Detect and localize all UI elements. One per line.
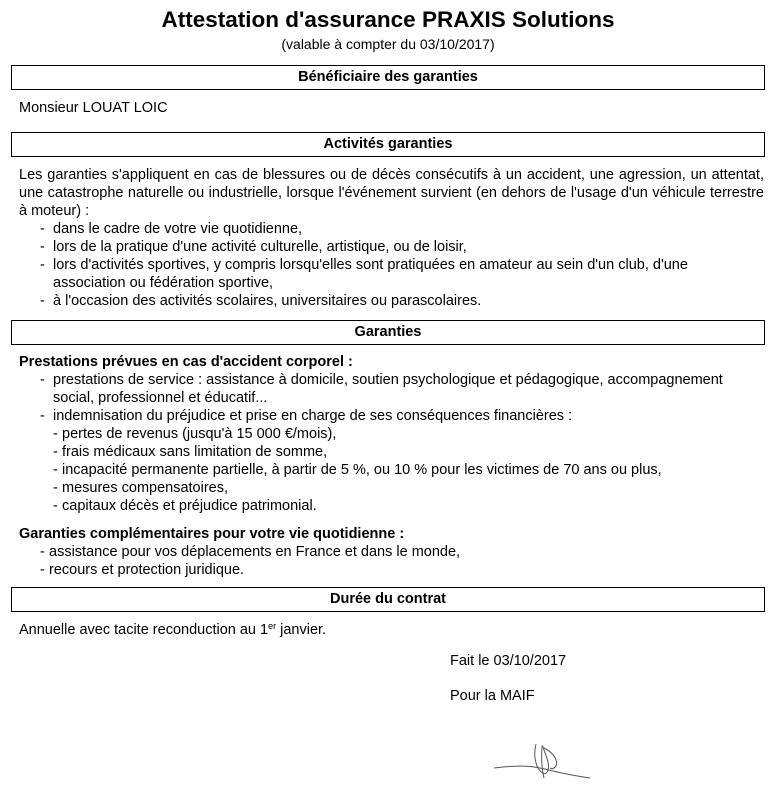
list-item: - lors de la pratique d'une activité culturelle, artistique, ou de loisir,	[19, 238, 764, 256]
pour-la-maif: Pour la MAIF	[450, 688, 535, 704]
duree-text-main: Annuelle avec tacite reconduction au 1	[19, 622, 269, 638]
activites-intro: Les garanties s'appliquent en cas de blessures ou de décès consécutifs à un accident, une agression, un attentat, une catastrophe naturelle ou industrielle, lorsque l'événement survient (en dehors de l'usage d'un véhicule terrestre à moteur) :	[19, 167, 764, 219]
garanties-content	[19, 353, 764, 579]
list-item: - à l'occasion des activités scolaires, universitaires ou parascolaires.	[19, 292, 764, 310]
complementaires-list	[19, 543, 764, 579]
duree-text	[19, 621, 764, 639]
list-item: - recours et protection juridique.	[19, 561, 764, 579]
list-item: - dans le cadre de votre vie quotidienne,	[19, 220, 764, 238]
complementaires-title: Garanties complémentaires pour votre vie quotidienne :	[19, 526, 405, 542]
list-item: - frais médicaux sans limitation de somme,	[19, 443, 764, 461]
indemnisation-list	[19, 425, 764, 515]
list-item: - prestations de service : assistance à domicile, soutien psychologique et pédagogique, accompagnement social, professionnel et éducatif...	[19, 371, 764, 407]
list-item-label: indemnisation du préjudice et prise en charge de ses conséquences financières :	[53, 408, 573, 424]
list-item: - capitaux décès et préjudice patrimonial.	[19, 497, 764, 515]
section-header-duree: Durée du contrat	[11, 587, 765, 612]
section-header-activites: Activités garanties	[11, 132, 765, 157]
list-item: - lors d'activités sportives, y compris lorsqu'elles sont pratiquées en amateur au sein d'un club, d'une association ou fédération sportive,	[19, 256, 764, 292]
prestations-list	[19, 371, 764, 515]
validity-subtitle: (valable à compter du 03/10/2017)	[281, 36, 495, 52]
list-item: - assistance pour vos déplacements en France et dans le monde,	[19, 543, 764, 561]
duree-text-sup: er	[268, 621, 277, 631]
signature-image	[490, 738, 594, 786]
document-title: Attestation d'assurance PRAXIS Solutions	[161, 7, 615, 32]
section-header-garanties: Garanties	[11, 320, 765, 345]
prestations-title: Prestations prévues en cas d'accident corporel :	[19, 354, 353, 370]
list-item	[19, 407, 764, 515]
activites-content	[19, 166, 764, 310]
fait-le-date: Fait le 03/10/2017	[450, 653, 567, 669]
activites-list	[19, 220, 764, 310]
section-header-beneficiaire: Bénéficiaire des garanties	[11, 65, 765, 90]
list-item: - mesures compensatoires,	[19, 479, 764, 497]
duree-text-end: janvier.	[276, 622, 327, 638]
list-item: - pertes de revenus (jusqu'à 15 000 €/mois),	[19, 425, 764, 443]
list-item: - incapacité permanente partielle, à partir de 5 %, ou 10 % pour les victimes de 70 ans ou plus,	[19, 461, 764, 479]
beneficiary-name: Monsieur LOUAT LOIC	[19, 100, 168, 116]
